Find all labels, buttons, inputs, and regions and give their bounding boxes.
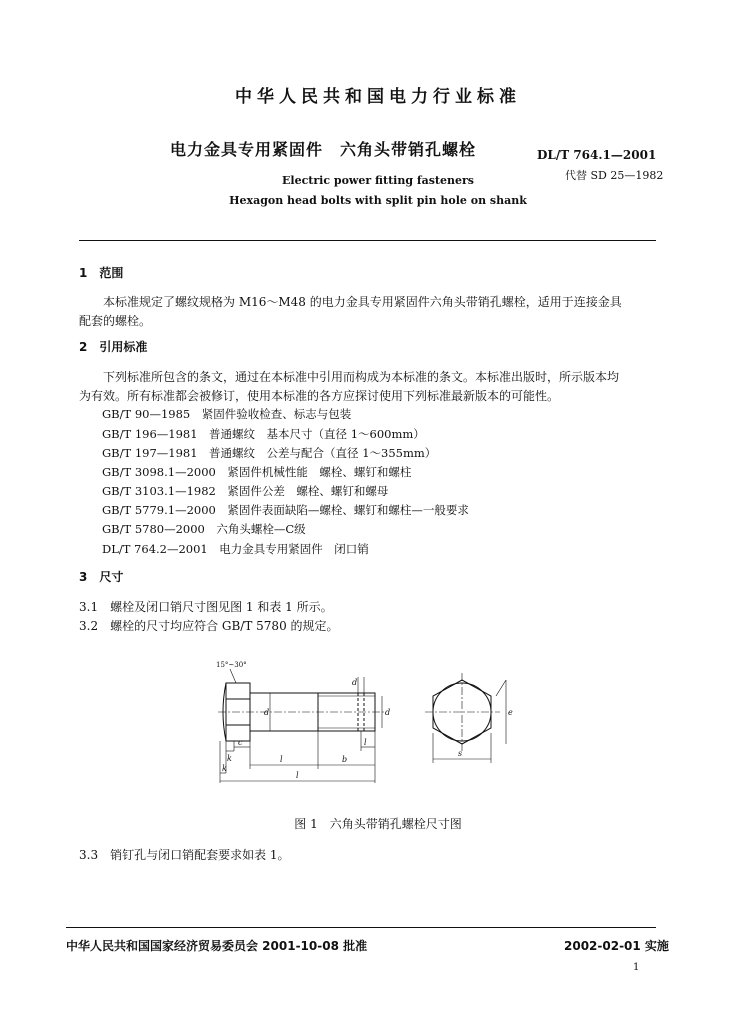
standard-title-cn: 电力金具专用紧固件 六角头带销孔螺栓 (170, 140, 477, 159)
header-rule (79, 240, 656, 241)
label-k-small: k (227, 754, 232, 763)
label-d-shank: d (264, 708, 270, 717)
reference-item: GB/T 5779.1—2000 紧固件表面缺陷—螺栓、螺钉和螺柱—一般要求 (102, 503, 469, 517)
dimensions-item-3-1: 3.1 螺栓及闭口销尺寸图见图 1 和表 1 所示。 (79, 600, 333, 614)
reference-item: DL/T 764.2—2001 电力金具专用紧固件 闭口销 (102, 542, 369, 556)
dimensions-item-3-2: 3.2 螺栓的尺寸均应符合 GB/T 5780 的规定。 (79, 619, 339, 633)
reference-item: GB/T 197—1981 普通螺纹 公差与配合（直径 1～355mm） (102, 446, 437, 460)
section-heading-references: 2 引用标准 (79, 340, 148, 354)
label-ls: l (280, 755, 283, 764)
label-s: s (458, 749, 463, 758)
reference-item: GB/T 196—1981 普通螺纹 基本尺寸（直径 1～600mm） (102, 427, 425, 441)
figure-caption: 图 1 六角头带销孔螺栓尺寸图 (294, 817, 462, 831)
label-b: b (342, 755, 348, 764)
reference-item: GB/T 3103.1—1982 紧固件公差 螺栓、螺钉和螺母 (102, 484, 389, 498)
standard-title-en-line1: Electric power fitting fasteners (282, 174, 474, 187)
bolt-dimension-figure (200, 655, 530, 795)
label-l: l (296, 771, 299, 780)
label-chamfer: 15°~30° (216, 661, 247, 669)
page-number: 1 (633, 962, 640, 973)
label-d-pin: d (352, 678, 358, 687)
references-text-line1: 下列标准所包含的条文，通过在本标准中引用而构成为本标准的条文。本标准出版时，所示版本均 (103, 370, 620, 384)
dimensions-item-3-3: 3.3 销钉孔与闭口销配套要求如表 1。 (79, 848, 290, 862)
scope-text-line1: 本标准规定了螺纹规格为 M16～M48 的电力金具专用紧固件六角头带销孔螺栓，适用于连接金具 (103, 295, 622, 309)
approval-note: 中华人民共和国国家经济贸易委员会 2001-10-08 批准 (66, 939, 368, 953)
replaces-note: 代替 SD 25—1982 (565, 169, 664, 182)
reference-item: GB/T 5780—2000 六角头螺栓—C级 (102, 522, 306, 536)
label-k: k (222, 764, 227, 773)
section-heading-scope: 1 范围 (79, 266, 124, 280)
standard-title-en-line2: Hexagon head bolts with split pin hole on shank (229, 194, 527, 207)
reference-item: GB/T 3098.1—2000 紧固件机械性能 螺栓、螺钉和螺柱 (102, 465, 412, 479)
reference-item: GB/T 90—1985 紧固件验收检查、标志与包装 (102, 407, 352, 421)
label-d-thread: d (385, 708, 391, 717)
label-e: e (508, 708, 513, 717)
label-le: l (364, 738, 367, 747)
scope-text-line2: 配套的螺栓。 (79, 314, 152, 328)
footer-rule (66, 927, 656, 928)
label-c: c (238, 738, 243, 747)
references-text-line2: 为有效。所有标准都会被修订，使用本标准的各方应探讨使用下列标准最新版本的可能性。 (79, 389, 560, 403)
organization-title: 中华人民共和国电力行业标准 (235, 87, 521, 107)
section-heading-dimensions: 3 尺寸 (79, 570, 124, 584)
implementation-date: 2002-02-01 实施 (564, 939, 669, 953)
standard-number: DL/T 764.1—2001 (537, 148, 657, 162)
